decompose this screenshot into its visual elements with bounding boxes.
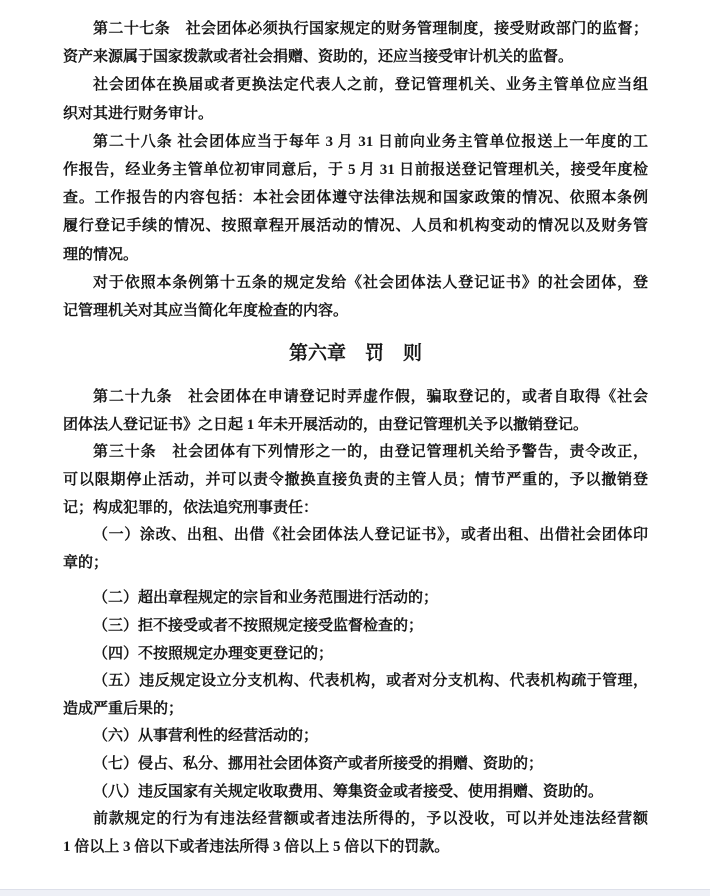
article-30-item-2 [63, 585, 648, 613]
text-line: 章的； [63, 554, 109, 571]
article-30-item-5 [63, 668, 648, 723]
text-line: 第二十九条 社会团体在申请登记时弄虚作假，骗取登记的，或者自取得《社会 [93, 389, 648, 406]
article-28-para-1 [63, 128, 648, 269]
text-line: 第二十七条 社会团体必须执行国家规定的财务管理制度，接受财政部门的监督； [93, 21, 648, 37]
text-line: 资产来源属于国家拨款或者社会捐赠、资助的，还应当接受审计机关的监督。 [63, 49, 574, 66]
page-bottom-edge [0, 889, 710, 896]
text-line: 对于依照本条例第十五条的规定发给《社会团体法人登记证书》的社会团体，登 [93, 274, 648, 291]
article-27-para-2 [63, 71, 648, 127]
article-28-para-2 [63, 269, 648, 325]
text-line: 1 倍以上 3 倍以下或者违法所得 3 倍以上 5 倍以下的罚款。 [63, 838, 450, 855]
text-line: （二）超出章程规定的宗旨和业务范围进行活动的； [93, 590, 439, 607]
text-line: 第二十八条 社会团体应当于每年 3 月 31 日前向业务主管单位报送上一年度的工 [93, 133, 648, 150]
text-line: 可以限期停止活动，并可以责令撤换直接负责的主管人员；情节严重的，予以撤销登 [63, 472, 648, 489]
text-line: （五）违反规定设立分支机构、代表机构，或者对分支机构、代表机构疏于管理， [93, 673, 648, 690]
text-line: 查。工作报告的内容包括：本社会团体遵守法律法规和国家政策的情况、依照本条例 [63, 190, 648, 207]
article-29-para [63, 384, 648, 439]
article-30-item-8 [63, 779, 648, 807]
text-line: （一）涂改、出租、出借《社会团体法人登记证书》，或者出租、出借社会团体印 [93, 527, 648, 544]
text-line: 作报告，经业务主管单位初审同意后，于 5 月 31 日前报送登记管理机关，接受年度检 [63, 162, 648, 179]
article-30-para [63, 439, 648, 522]
article-30-penalty-para [63, 806, 648, 861]
text-line: 社会团体在换届或者更换法定代表人之前，登记管理机关、业务主管单位应当组 [93, 77, 648, 94]
article-30-item-1 [63, 522, 648, 577]
article-30-item-6 [63, 723, 648, 751]
document-text-body [63, 15, 648, 861]
text-line: （七）侵占、私分、挪用社会团体资产或者所接受的捐赠、资助的； [93, 755, 544, 772]
article-30-item-4 [63, 641, 648, 669]
text-line: 理的情况。 [63, 246, 139, 263]
article-30-item-7 [63, 751, 648, 779]
text-line: 团体法人登记证书》之日起 1 年未开展活动的，由登记管理机关予以撤销登记。 [63, 416, 589, 433]
text-line: 第三十条 社会团体有下列情形之一的，由登记管理机关给予警告，责令改正， [93, 444, 648, 461]
text-line: 记；构成犯罪的，依法追究刑事责任： [63, 499, 319, 516]
text-line: （八）违反国家有关规定收取费用、筹集资金或者接受、使用捐赠、资助的。 [93, 783, 604, 800]
text-line: 记管理机关对其应当简化年度检查的内容。 [63, 303, 349, 320]
text-line: （三）拒不接受或者不按照规定接受监督检查的； [93, 617, 424, 634]
text-line: 履行登记手续的情况、按照章程开展活动的情况、人员和机构变动的情况以及财务管 [63, 218, 648, 235]
chapter-6-heading: 第六章 罚 则 [288, 343, 422, 365]
text-line: 造成严重后果的； [63, 700, 184, 717]
article-30-item-3 [63, 613, 648, 641]
text-line: （四）不按照规定办理变更登记的； [93, 645, 334, 662]
text-line: 前款规定的行为有违法经营额或者违法所得的，予以没收，可以并处违法经营额 [93, 811, 648, 828]
text-line: 织对其进行财务审计。 [63, 105, 214, 122]
article-27-para-1 [63, 15, 648, 71]
text-line: （六）从事营利性的经营活动的； [93, 728, 319, 745]
